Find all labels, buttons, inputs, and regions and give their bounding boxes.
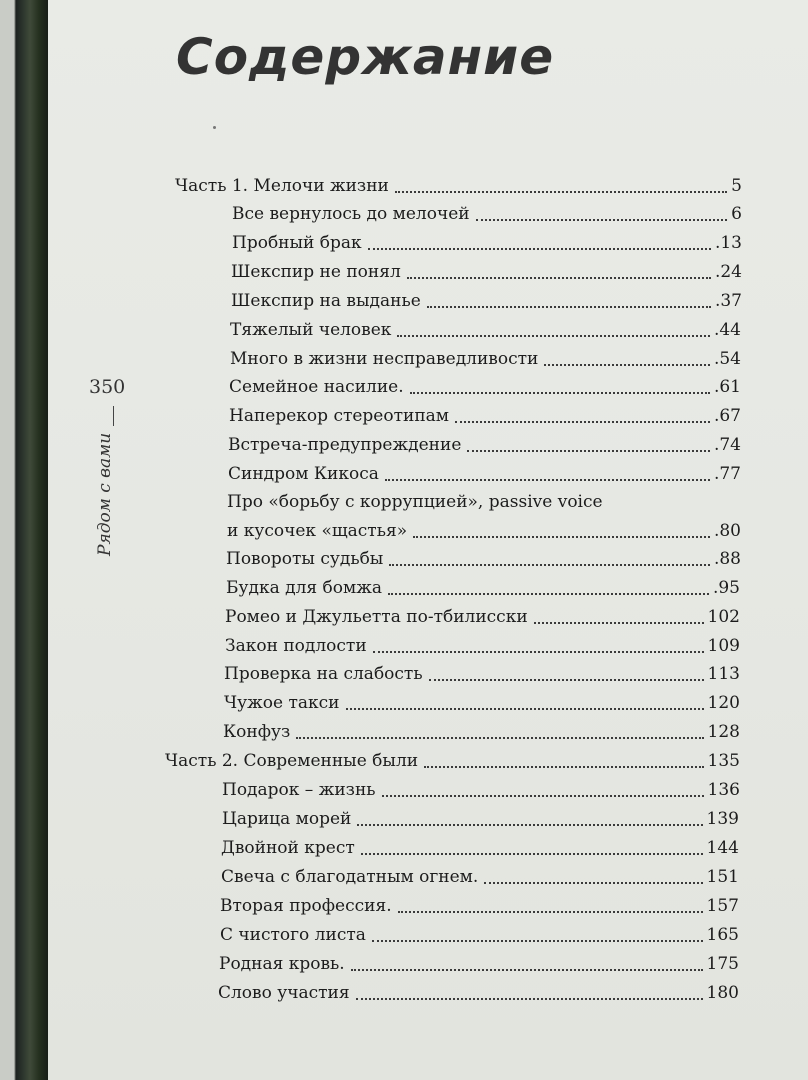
toc-entry-page: 157 xyxy=(706,896,739,916)
dot-leader xyxy=(357,810,702,826)
toc-entry xyxy=(228,464,741,484)
toc-entry-label: Слово участия xyxy=(218,983,350,1003)
toc-entry-label: Царица морей xyxy=(222,809,352,829)
toc-entry xyxy=(232,204,742,224)
toc-entry-page: 102 xyxy=(707,607,740,627)
toc-entry xyxy=(224,693,740,713)
dot-leader xyxy=(410,378,710,394)
toc-entry-label: Семейное насилие. xyxy=(229,377,404,397)
dot-leader xyxy=(534,608,704,624)
dot-leader xyxy=(544,350,710,366)
toc-part-label: Часть 1. Мелочи жизни xyxy=(175,176,389,196)
running-title: Рядом с вами xyxy=(95,432,115,556)
toc-entry xyxy=(230,320,741,340)
dot-leader xyxy=(398,897,703,913)
toc-entry-page: .74 xyxy=(713,435,741,455)
dot-leader xyxy=(424,752,703,768)
toc-entry-label: Вторая профессия. xyxy=(220,896,392,916)
toc-entry-label: Двойной крест xyxy=(221,838,355,858)
dot-leader xyxy=(427,292,711,308)
toc-entry-page: .13 xyxy=(714,233,742,253)
toc-entry-page: 128 xyxy=(707,722,740,742)
toc-entry xyxy=(226,549,741,569)
dot-leader xyxy=(407,263,711,279)
dot-leader xyxy=(389,550,710,566)
toc-entry xyxy=(222,809,739,829)
toc-entry xyxy=(231,291,742,311)
toc-entry xyxy=(225,636,740,656)
toc-entry-page: 5 xyxy=(731,176,742,196)
toc-entry-label: Ромео и Джульетта по-тбилисски xyxy=(225,607,528,627)
dot-leader xyxy=(372,926,703,942)
toc-entry-label: Закон подлости xyxy=(225,636,367,656)
dot-leader xyxy=(361,839,703,855)
toc-entry xyxy=(231,262,742,282)
toc-part-label: Часть 2. Современные были xyxy=(165,751,419,771)
toc-entry-label: Синдром Кикоса xyxy=(228,464,379,484)
toc-entry-page: 144 xyxy=(706,838,739,858)
toc-entry xyxy=(228,435,741,455)
dot-leader xyxy=(484,868,702,884)
dot-leader xyxy=(368,234,711,250)
toc-entry xyxy=(218,983,739,1003)
toc-entry xyxy=(219,954,739,974)
toc-entry-page: .37 xyxy=(714,291,742,311)
toc-entry-page: 175 xyxy=(706,954,739,974)
book-spine xyxy=(0,0,50,1080)
toc-entry-label: Конфуз xyxy=(223,722,291,742)
toc-entry-label-continued: и кусочек «щастья» xyxy=(227,521,408,541)
toc-entry xyxy=(221,867,739,887)
toc-entry xyxy=(226,578,740,598)
toc-entry-page: 6 xyxy=(731,204,742,224)
toc-entry-label: Подарок – жизнь xyxy=(222,780,376,800)
dot-leader xyxy=(296,723,703,739)
dot-leader xyxy=(455,407,710,423)
dot-leader xyxy=(429,665,704,681)
toc-entry xyxy=(221,838,739,858)
page-title: Содержание xyxy=(176,28,555,86)
toc-entry-label: Шекспир не понял xyxy=(231,262,401,282)
dot-leader xyxy=(476,205,728,221)
toc-entry xyxy=(165,751,740,771)
toc-entry-page: .88 xyxy=(713,549,741,569)
toc-entry-label: Все вернулось до мелочей xyxy=(232,204,470,224)
toc-entry-page: .54 xyxy=(713,349,741,369)
toc-entry xyxy=(229,406,741,426)
page-number: 350 xyxy=(89,376,126,398)
toc-entry-label: Тяжелый человек xyxy=(230,320,392,340)
table-of-contents xyxy=(48,0,808,1080)
dot-leader xyxy=(413,522,710,538)
toc-entry-label: Пробный брак xyxy=(232,233,362,253)
toc-entry-label: Чужое такси xyxy=(224,693,340,713)
dot-leader xyxy=(388,579,709,595)
toc-entry-page: 113 xyxy=(707,664,740,684)
dot-leader xyxy=(373,637,704,653)
toc-entry-page: 120 xyxy=(707,693,740,713)
toc-entry xyxy=(229,377,741,397)
toc-entry xyxy=(230,349,741,369)
toc-entry xyxy=(232,233,742,253)
toc-entry-page: .95 xyxy=(712,578,740,598)
toc-entry-page: .80 xyxy=(713,521,741,541)
toc-entry-page: .77 xyxy=(713,464,741,484)
dot-leader xyxy=(351,955,703,971)
toc-entry-label: Встреча-предупреждение xyxy=(228,435,462,455)
toc-entry-label: Родная кровь. xyxy=(219,954,345,974)
toc-entry xyxy=(225,607,740,627)
dot-leader xyxy=(356,984,703,1000)
dot-leader xyxy=(385,465,710,481)
toc-entry xyxy=(220,925,739,945)
toc-entry-page: 135 xyxy=(707,751,740,771)
toc-entry-page: 136 xyxy=(707,780,740,800)
toc-entry xyxy=(175,176,742,196)
dot-leader xyxy=(346,694,704,710)
toc-entry-page: .67 xyxy=(713,406,741,426)
toc-entry-page: 109 xyxy=(707,636,740,656)
dot-leader xyxy=(382,781,704,797)
toc-entry xyxy=(227,492,741,541)
toc-entry-label: Наперекор стереотипам xyxy=(229,406,450,426)
toc-entry-label: Повороты судьбы xyxy=(226,549,384,569)
toc-entry-label: С чистого листа xyxy=(220,925,366,945)
toc-entry-label: Свеча с благодатным огнем. xyxy=(221,867,479,887)
book-page xyxy=(48,0,808,1080)
toc-entry-page: 165 xyxy=(706,925,739,945)
toc-entry-label: Проверка на слабость xyxy=(224,664,423,684)
toc-entry-label: Про «борьбу с коррупцией», passive voice xyxy=(227,492,603,512)
toc-entry-page: 180 xyxy=(706,983,739,1003)
dot-leader xyxy=(397,321,710,337)
toc-entry-page: .61 xyxy=(713,377,741,397)
toc-entry-page: .24 xyxy=(714,262,742,282)
toc-entry-page: .44 xyxy=(713,320,741,340)
toc-entry xyxy=(223,722,740,742)
dot-leader xyxy=(395,177,727,193)
toc-entry-label: Будка для бомжа xyxy=(226,578,382,598)
toc-entry-page: 139 xyxy=(706,809,739,829)
toc-entry-label: Шекспир на выданье xyxy=(231,291,421,311)
toc-entry xyxy=(220,896,739,916)
toc-entry-page: 151 xyxy=(706,867,739,887)
dot-leader xyxy=(467,436,710,452)
toc-entry xyxy=(222,780,740,800)
toc-entry xyxy=(224,664,740,684)
toc-entry-label: Много в жизни несправедливости xyxy=(230,349,539,369)
